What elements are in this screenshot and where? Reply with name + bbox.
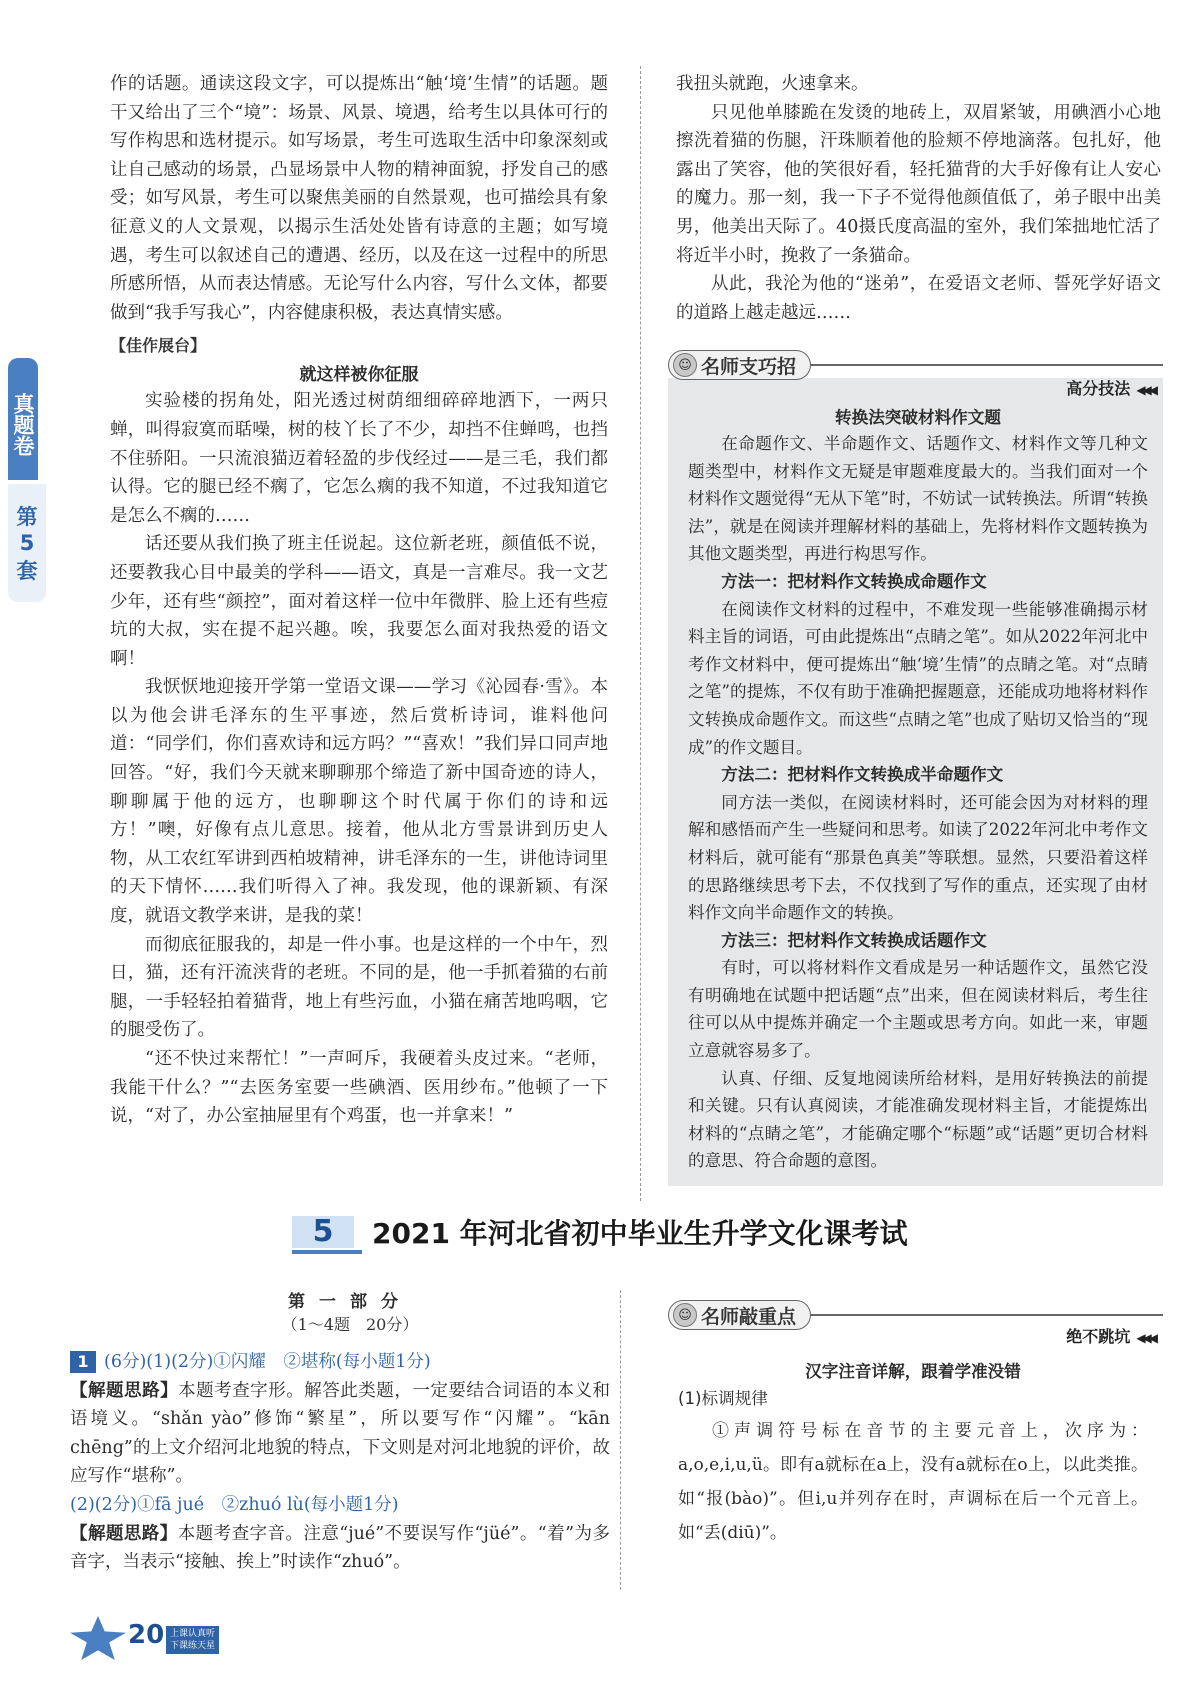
q1-2-answer-line: (2)(2分)①fā jué ②zhuó lù(每小题1分) — [70, 1494, 399, 1515]
analysis-tag: 【解题思路】 — [70, 1380, 179, 1401]
tips-banner-text: 名师支巧招 — [701, 355, 797, 378]
column-divider — [640, 66, 641, 1201]
q1-2-explanation — [70, 1520, 610, 1577]
essay-paragraph: 只见他单膝跪在发烫的地砖上，双眉紧皱，用碘酒小心地擦洗着猫的伤腿，汗珠顺着他的脸颊不停地滴落。包扎好，他露出了笑容，他的笑很好看，轻托猫背的大手好像有让人安心的魔力。那一刻，我一下子不觉得他颜值低了，弟子眼中出美男，他美出天际了。40摄氏度高温的室外，我们笨拙地忙活了将近半小时，挽救了一条猫命。 — [676, 102, 1161, 266]
q1-1-explanation-text: 本题考查字形。解答此类题，一定要结合词语的本义和语境义。“shǎn yào”修饰“繁星”，所以要写作“闪耀”。“kān chēng”的上文介绍河北地貌的特点，下文则是对河北地貌的评价，故应写作“堪称”。 — [70, 1380, 611, 1487]
section-underline — [292, 1250, 362, 1254]
footer-slogan-2: 下课练天星 — [170, 1641, 216, 1651]
side-tab-set-c: 套 — [16, 559, 38, 583]
method-heading: 方法一：把材料作文转换成命题作文 — [721, 571, 987, 591]
q1-1-explanation — [70, 1377, 610, 1491]
question-number: 1 — [70, 1351, 96, 1373]
arrows-icon: ◀◀◀ — [1136, 383, 1155, 397]
essay-paragraph: “还不快过来帮忙！”一声呵斥，我硬着头皮过来。“老师，我能干什么？”“去医务室要一些碘酒、医用纱布。”他顿了一下说，“对了，办公室抽屉里有个鸡蛋，也一并拿来！” — [110, 1049, 608, 1127]
tips-title: 转换法突破材料作文题 — [835, 408, 1001, 427]
part-range: （1～4题 20分） — [281, 1315, 419, 1334]
tips-header — [668, 348, 1163, 398]
focus-subtag — [1066, 1324, 1155, 1347]
essay-paragraph: 从此，我沦为他的“迷弟”，在爱语文老师、誓死学好语文的道路上越走越远…… — [676, 274, 1161, 323]
method-heading: 方法三：把材料作文转换成话题作文 — [721, 930, 987, 950]
q1-answer-line — [70, 1348, 610, 1377]
tips-subtag — [1066, 376, 1155, 399]
essay-paragraph: 实验楼的拐角处，阳光透过树荫细细碎碎地洒下，一两只蝉，叫得寂寞而聒噪，树的枝丫长了不少，却挡不住蝉鸣，也挡不住骄阳。一只流浪猫迈着轻盈的步伐经过——是三毛，我们都认得。它的腿已经不瘸了，它怎么瘸的我不知道，不过我知道它是怎么不瘸的…… — [110, 391, 608, 526]
focus-paragraph: ①声调符号标在音节的主要元音上，次序为：a,o,e,i,u,ü。即有a就标在a上，没有a就标在o上，以此类推。如“报(bào)”。但i,u并列存在时，声调标在后一个元音上。如“丢(diū)”。 — [678, 1421, 1148, 1543]
side-tab-label: 真题卷 — [8, 358, 38, 480]
tips-body — [688, 400, 1148, 1175]
answers-column — [70, 1348, 610, 1577]
side-tab-set-b: 5 — [19, 531, 35, 555]
tips-paragraph: 在阅读作文材料的过程中，不难发现一些能够准确揭示材料主旨的词语，可由此提炼出“点睛之笔”。如从2022年河北中考作文材料中，便可提炼出“触‘境’生情”的点睛之笔。对“点睛之笔”的提炼，不仅有助于准确把握题意，还能成功地将材料作文转换成命题作文。而这些“点睛之笔”也成了贴切又恰当的“现成”的作文题目。 — [688, 599, 1148, 757]
tips-paragraph: 有时，可以将材料作文看成是另一种话题作文，虽然它没有明确地在试题中把话题“点”出来，但在阅读材料后，考生往往可以从中提炼并确定一个主题或思考方向。如此一来，审题立意就容易多了。 — [688, 958, 1148, 1061]
focus-subtag-text: 绝不跳坑 — [1066, 1327, 1131, 1346]
column-divider-lower — [620, 1290, 621, 1590]
focus-header — [668, 1300, 1163, 1346]
page-number: 20 — [128, 1620, 165, 1650]
essay-paragraph: 话还要从我们换了班主任说起。这位新老班，颜值低不说，还要教我心目中最美的学科——语文，真是一言难尽。我一文艺少年，还有些“颜控”，面对着这样一位中年微胖、脸上还有些痘坑的大叔，实在提不起兴趣。唉，我要怎么面对我热爱的语文啊！ — [110, 534, 608, 669]
analysis-paragraph: 作的话题。通读这段文字，可以提炼出“触‘境’生情”的话题。题干又给出了三个“境”：场景、风景、境遇，给考生以具体可行的写作构思和选材提示。如写场景，考生可选取生活中印象深刻或让自己感动的场景，凸显场景中人物的精神面貌，抒发自己的感受；如写风景，考生可以聚焦美丽的自然景观，也可描绘具有象征意义的人文景观，以揭示生活处处皆有诗意的主题；如写境遇，考生可以叙述自己的遭遇、经历，以及在这一过程中的所思所感所悟，从而表达情感。无论写什么内容，写什么文体，都要做到“我手写我心”，内容健康积极，表达真情实感。 — [110, 74, 608, 323]
focus-title: 汉字注音详解，跟着学准没错 — [805, 1362, 1021, 1381]
page-footer — [70, 1616, 250, 1660]
showcase-tag: 【佳作展台】 — [110, 336, 207, 356]
arrows-icon: ◀◀◀ — [1136, 1331, 1155, 1345]
teacher-icon: ☺ — [673, 1303, 697, 1327]
side-tab-set-a: 第 — [16, 505, 38, 529]
essay-title: 就这样被你征服 — [299, 365, 419, 386]
side-tab-set — [8, 484, 46, 602]
teacher-icon: ☺ — [673, 353, 697, 377]
section-title: 2021 年河北省初中毕业生升学文化课考试 — [372, 1217, 908, 1250]
right-column — [676, 70, 1161, 327]
focus-banner-text: 名师敲重点 — [701, 1305, 797, 1328]
essay-paragraph: 我恹恹地迎接开学第一堂语文课——学习《沁园春·雪》。本以为他会讲毛泽东的生平事迹，然后赏析诗词，谁料他问道：“同学们，你们喜欢诗和远方吗？”“喜欢！”我们异口同声地回答。“好，我们今天就来聊聊那个缔造了新中国奇迹的诗人，聊聊属于他的远方，也聊聊这个时代属于你们的诗和远方！”噢，好像有点儿意思。接着，他从北方雪景讲到历史人物，从工农红军讲到西柏坡精神，讲毛泽东的一生，讲他诗词里的天下情怀……我们听得入了神。我发现，他的课新颖、有深度，就语文教学来讲，是我的菜！ — [110, 677, 608, 927]
essay-paragraph: 我扭头就跑，火速拿来。 — [676, 74, 869, 94]
q1-answer-text: (6分)(1)(2分)①闪耀 ②堪称(每小题1分) — [104, 1352, 431, 1372]
side-tab — [8, 358, 46, 603]
q1-2-explanation-text: 本题考查字音。注意“jué”不要误写作“jüé”。“着”为多音字，当表示“接触、挨上”时读作“zhuó”。 — [70, 1523, 610, 1573]
focus-heading: (1)标调规律 — [678, 1389, 768, 1408]
part-heading — [260, 1287, 440, 1335]
footer-slogan-1: 上课认真听 — [170, 1629, 216, 1639]
footer-slogan — [166, 1626, 219, 1654]
focus-body — [678, 1358, 1148, 1550]
focus-banner — [668, 1300, 811, 1330]
tips-subtag-text: 高分技法 — [1066, 379, 1131, 398]
left-column — [110, 70, 608, 1131]
analysis-tag: 【解题思路】 — [70, 1523, 178, 1544]
section-5-heading — [292, 1212, 1172, 1258]
tips-paragraph: 在命题作文、半命题作文、话题作文、材料作文等几种文题类型中，材料作文无疑是审题难度最大的。当我们面对一个材料作文题觉得“无从下笔”时，不妨试一试转换法。所谓“转换法”，就是在阅读并理解材料的基础上，先将材料作文题转换为其他文题类型，再进行构思写作。 — [688, 434, 1148, 564]
section-number: 5 — [292, 1216, 354, 1248]
tips-banner — [668, 350, 811, 380]
part-title: 第一部分 — [288, 1292, 412, 1312]
method-heading: 方法二：把材料作文转换成半命题作文 — [721, 765, 1004, 785]
tips-paragraph: 认真、仔细、反复地阅读所给材料，是用好转换法的前提和关键。只有认真阅读，才能准确发现材料主旨，才能提炼出材料的“点睛之笔”，才能确定哪个“标题”或“话题”更切合材料的意思、符合命题的意图。 — [688, 1068, 1148, 1171]
essay-paragraph: 而彻底征服我的，却是一件小事。也是这样的一个中午，烈日，猫，还有汗流浃背的老班。不同的是，他一手抓着猫的右前腿，一手轻轻拍着猫背，地上有些污血，小猫在痛苦地呜咽，它的腿受伤了。 — [110, 934, 608, 1041]
tips-paragraph: 同方法一类似，在阅读材料时，还可能会因为对材料的理解和感悟而产生一些疑问和思考。如读了2022年河北中考作文材料后，就可能有“那景色真美”等联想。显然，只要沿着这样的思路继续思考下去，不仅找到了写作的重点，还实现了由材料作文向半命题作文的转换。 — [688, 792, 1148, 923]
star-mascot-icon — [70, 1616, 126, 1660]
